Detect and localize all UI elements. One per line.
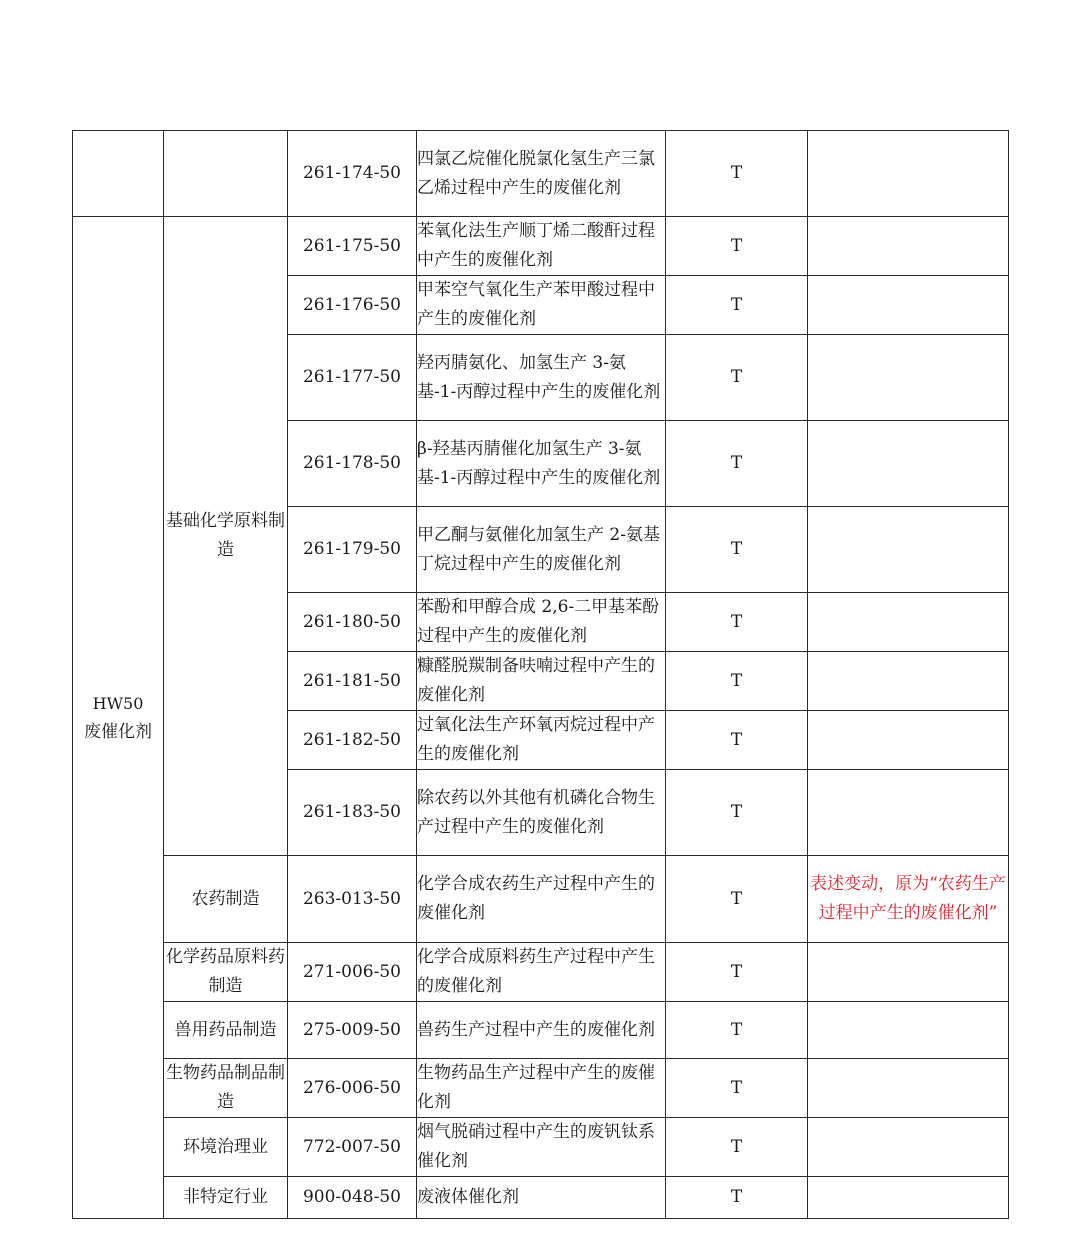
hazard-characteristic-cell: T xyxy=(666,335,808,421)
note-cell xyxy=(808,943,1009,1002)
waste-code-cell: 271-006-50 xyxy=(288,943,417,1002)
waste-description-cell: 兽药生产过程中产生的废催化剂 xyxy=(417,1002,666,1059)
category-cell-empty xyxy=(73,131,164,217)
hazard-characteristic-cell: T xyxy=(666,217,808,276)
hazard-characteristic-cell: T xyxy=(666,507,808,593)
waste-category-cell xyxy=(73,217,164,1219)
waste-code-cell: 261-175-50 xyxy=(288,217,417,276)
table-row xyxy=(73,1002,1009,1059)
note-cell xyxy=(808,770,1009,856)
waste-description-cell: 羟丙腈氨化、加氢生产 3-氨基-1-丙醇过程中产生的废催化剂 xyxy=(417,335,666,421)
hazard-characteristic-cell: T xyxy=(666,131,808,217)
waste-description-cell: 甲乙酮与氨催化加氢生产 2-氨基丁烷过程中产生的废催化剂 xyxy=(417,507,666,593)
waste-description-cell: 化学合成农药生产过程中产生的废催化剂 xyxy=(417,856,666,943)
waste-code-cell: 261-182-50 xyxy=(288,711,417,770)
note-cell xyxy=(808,507,1009,593)
waste-code-cell: 900-048-50 xyxy=(288,1177,417,1219)
hazardous-waste-catalog-table xyxy=(72,130,1009,1219)
waste-code-cell: 261-180-50 xyxy=(288,593,417,652)
table-row xyxy=(73,1059,1009,1118)
hazard-characteristic-cell: T xyxy=(666,943,808,1002)
table-row xyxy=(73,1177,1009,1219)
hazard-characteristic-cell: T xyxy=(666,1177,808,1219)
industry-cell: 兽用药品制造 xyxy=(164,1002,288,1059)
hazard-characteristic-cell: T xyxy=(666,1118,808,1177)
hazard-characteristic-cell: T xyxy=(666,593,808,652)
note-cell xyxy=(808,335,1009,421)
table-row xyxy=(73,1118,1009,1177)
waste-description-cell: 除农药以外其他有机磷化合物生产过程中产生的废催化剂 xyxy=(417,770,666,856)
waste-code-cell: 261-181-50 xyxy=(288,652,417,711)
waste-code-cell: 261-183-50 xyxy=(288,770,417,856)
industry-cell: 农药制造 xyxy=(164,856,288,943)
waste-code-cell: 261-177-50 xyxy=(288,335,417,421)
hazard-characteristic-cell: T xyxy=(666,711,808,770)
industry-cell: 非特定行业 xyxy=(164,1177,288,1219)
note-cell xyxy=(808,131,1009,217)
note-cell xyxy=(808,276,1009,335)
hazard-characteristic-cell: T xyxy=(666,652,808,711)
hazard-characteristic-cell: T xyxy=(666,1002,808,1059)
hazard-characteristic-cell: T xyxy=(666,1059,808,1118)
waste-code-cell: 772-007-50 xyxy=(288,1118,417,1177)
note-cell xyxy=(808,1002,1009,1059)
note-cell xyxy=(808,421,1009,507)
waste-code-cell: 261-176-50 xyxy=(288,276,417,335)
table-row xyxy=(73,217,1009,276)
waste-description-cell: 过氧化法生产环氧丙烷过程中产生的废催化剂 xyxy=(417,711,666,770)
table-row xyxy=(73,131,1009,217)
waste-code-cell: 261-174-50 xyxy=(288,131,417,217)
waste-description-cell: 糠醛脱羰制备呋喃过程中产生的废催化剂 xyxy=(417,652,666,711)
waste-code-cell: 275-009-50 xyxy=(288,1002,417,1059)
waste-category-name: 废催化剂 xyxy=(84,721,152,742)
waste-description-cell: 生物药品生产过程中产生的废催化剂 xyxy=(417,1059,666,1118)
waste-code-cell: 263-013-50 xyxy=(288,856,417,943)
note-cell xyxy=(808,593,1009,652)
table-row xyxy=(73,856,1009,943)
waste-code-cell: 276-006-50 xyxy=(288,1059,417,1118)
change-note-cell: 表述变动，原为“农药生产过程中产生的废催化剂” xyxy=(808,856,1009,943)
hazard-characteristic-cell: T xyxy=(666,276,808,335)
industry-cell: 基础化学原料制造 xyxy=(164,217,288,856)
waste-description-cell: 苯酚和甲醇合成 2,6-二甲基苯酚过程中产生的废催化剂 xyxy=(417,593,666,652)
hazard-characteristic-cell: T xyxy=(666,856,808,943)
hazard-characteristic-cell: T xyxy=(666,770,808,856)
industry-cell: 化学药品原料药制造 xyxy=(164,943,288,1002)
note-cell xyxy=(808,711,1009,770)
waste-description-cell: 废液体催化剂 xyxy=(417,1177,666,1219)
waste-code-cell: 261-179-50 xyxy=(288,507,417,593)
note-cell xyxy=(808,1059,1009,1118)
waste-description-cell: 化学合成原料药生产过程中产生的废催化剂 xyxy=(417,943,666,1002)
waste-code-cell: 261-178-50 xyxy=(288,421,417,507)
waste-category-code: HW50 xyxy=(92,693,144,713)
note-cell xyxy=(808,1118,1009,1177)
hazard-characteristic-cell: T xyxy=(666,421,808,507)
waste-description-cell: 甲苯空气氧化生产苯甲酸过程中产生的废催化剂 xyxy=(417,276,666,335)
note-cell xyxy=(808,1177,1009,1219)
waste-description-cell: 苯氧化法生产顺丁烯二酸酐过程中产生的废催化剂 xyxy=(417,217,666,276)
industry-cell xyxy=(164,131,288,217)
note-cell xyxy=(808,217,1009,276)
industry-cell: 生物药品制品制造 xyxy=(164,1059,288,1118)
waste-description-cell: 四氯乙烷催化脱氯化氢生产三氯乙烯过程中产生的废催化剂 xyxy=(417,131,666,217)
table-row xyxy=(73,943,1009,1002)
note-cell xyxy=(808,652,1009,711)
waste-description-cell: 烟气脱硝过程中产生的废钒钛系催化剂 xyxy=(417,1118,666,1177)
industry-cell: 环境治理业 xyxy=(164,1118,288,1177)
waste-description-cell: β-羟基丙腈催化加氢生产 3-氨基-1-丙醇过程中产生的废催化剂 xyxy=(417,421,666,507)
